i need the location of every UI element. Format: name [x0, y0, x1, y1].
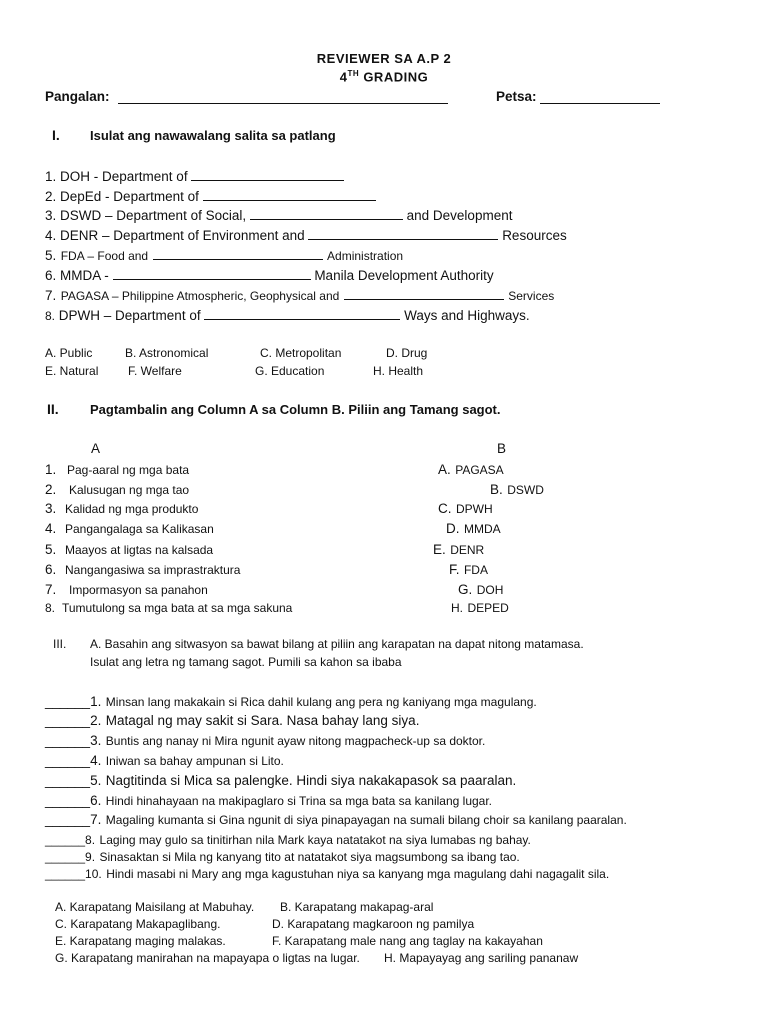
s1-choice-g: G. Education [255, 364, 325, 378]
s1-item-text: MMDA - [60, 268, 109, 283]
s1-blank[interactable] [308, 227, 498, 240]
right-choice-d: D. Karapatang magkaroon ng pamilya [272, 917, 475, 931]
col-a-text: Kalidad ng mga produkto [65, 502, 199, 516]
situation-num: 8. [85, 833, 96, 847]
col-b-letter: E. [433, 542, 446, 557]
col-b-item [451, 599, 509, 617]
col-a-text: Kalusugan ng mga tao [69, 483, 190, 497]
s1-item-after: Ways and Highways. [404, 308, 530, 323]
col-a-item [45, 581, 208, 599]
s1-item-num: 1. [45, 169, 57, 184]
col-a-text: Pag-aaral ng mga bata [67, 463, 190, 477]
s1-item-num: 3. [45, 208, 57, 223]
situation-num: 2. [90, 713, 102, 728]
s1-item-num: 7. [45, 288, 57, 303]
s1-item-num: 5. [45, 248, 57, 263]
s1-item-num: 6. [45, 268, 57, 283]
col-b-letter: H. [451, 601, 463, 615]
date-label: Petsa: [496, 89, 537, 104]
situation-text: Hindi hinahayaan na makipaglaro si Trina sa mga bata sa kanilang lugar. [105, 794, 493, 808]
right-choice-f: F. Karapatang male nang ang taglay na kakayahan [272, 934, 543, 948]
col-a-num: 1. [45, 462, 57, 477]
section-2-instruction: Pagtambalin ang Column A sa Column B. Piliin ang Tamang sagot. [90, 402, 501, 417]
grading-superscript: TH [347, 69, 360, 78]
col-b-letter: G. [458, 582, 473, 597]
s1-item-num: 2. [45, 189, 57, 204]
col-b-letter: C. [438, 501, 452, 516]
col-b-letter: A. [438, 462, 451, 477]
situation-item [45, 811, 627, 829]
s1-choice-d: D. Drug [386, 346, 428, 360]
grading-number: 4 [339, 69, 348, 85]
s1-blank[interactable] [153, 247, 323, 260]
section-1-numeral: I. [52, 127, 60, 143]
situation-num: 7. [90, 812, 102, 827]
col-a-item [45, 520, 214, 538]
col-a-text: Nangangasiwa sa imprastraktura [65, 563, 241, 577]
s1-item-text: PAGASA – Philippine Atmospheric, Geophysical and [60, 289, 340, 303]
s1-item-4 [45, 227, 567, 243]
situation-text: Matagal ng may sakit si Sara. Nasa bahay lang siya. [105, 713, 420, 728]
situation-text: Hindi masabi ni Mary ang mga kagustuhan niya sa kanyang mga magulang dahi nagagalit sila. [106, 867, 610, 881]
col-a-text: Maayos at ligtas na kalsada [65, 543, 214, 557]
right-choice-b: B. Karapatang makapag-aral [280, 900, 434, 914]
s1-item-after: Administration [327, 249, 404, 263]
answer-blank[interactable]: ______ [45, 773, 91, 788]
col-a-num: 2. [45, 482, 57, 497]
s1-choice-e: E. Natural [45, 364, 99, 378]
date-field[interactable] [540, 89, 660, 104]
s1-blank[interactable] [113, 267, 311, 280]
right-choice-e: E. Karapatang maging malakas. [55, 934, 226, 948]
col-b-text: DPWH [455, 502, 493, 516]
situation-item [45, 772, 516, 790]
col-b-text: DSWD [507, 483, 544, 497]
col-a-num: 7. [45, 582, 57, 597]
answer-blank[interactable]: ______ [45, 733, 91, 748]
s1-blank[interactable] [344, 287, 504, 300]
s1-choice-h: H. Health [373, 364, 424, 378]
situation-item [45, 732, 485, 750]
situation-item [45, 865, 609, 883]
col-a-item [45, 599, 292, 617]
s1-item-num: 8. [45, 309, 56, 323]
col-b-letter: B. [490, 482, 503, 497]
right-choice-a: A. Karapatang Maisilang at Mabuhay. [55, 900, 255, 914]
s1-item-8 [45, 307, 530, 323]
situation-text: Buntis ang nanay ni Mira ngunit ayaw nitong magpacheck-up sa doktor. [105, 734, 486, 748]
col-a-num: 6. [45, 562, 57, 577]
situation-num: 3. [90, 733, 102, 748]
column-a-header: A [91, 441, 101, 456]
situation-item [45, 693, 537, 711]
col-a-item [45, 461, 189, 479]
col-b-letter: D. [446, 521, 460, 536]
situation-text: Laging may gulo sa tinitirhan nila Mark kaya natatakot na siya lumabas ng bahay. [99, 833, 531, 847]
situation-text: Iniwan sa bahay ampunan si Lito. [105, 754, 284, 768]
col-b-text: DOH [476, 583, 504, 597]
col-a-num: 5. [45, 542, 57, 557]
col-b-letter: F. [449, 562, 460, 577]
s1-blank[interactable] [204, 307, 400, 320]
grading-word: GRADING [363, 69, 429, 85]
answer-blank[interactable]: ______ [45, 833, 86, 847]
s1-choice-f: F. Welfare [128, 364, 182, 378]
name-field[interactable] [118, 89, 448, 104]
s1-choice-c: C. Metropolitan [260, 346, 342, 360]
s1-item-5 [45, 247, 403, 265]
s1-choice-a: A. Public [45, 346, 93, 360]
situation-item [45, 712, 419, 730]
answer-blank[interactable]: ______ [45, 867, 86, 881]
situation-item [45, 792, 492, 810]
s1-item-text: FDA – Food and [60, 249, 149, 263]
situation-num: 4. [90, 753, 102, 768]
situation-num: 9. [85, 850, 96, 864]
s1-item-2 [45, 188, 376, 204]
page-title: REVIEWER SA A.P 2 [316, 51, 452, 66]
section-2-numeral: II. [47, 401, 59, 417]
col-b-item [433, 541, 484, 559]
s1-item-after: Resources [502, 228, 567, 243]
s1-item-after: and Development [406, 208, 513, 223]
col-a-num: 8. [45, 601, 56, 615]
col-b-item [458, 581, 503, 599]
section-3-instruction-2: Isulat ang letra ng tamang sagot. Pumili sa kahon sa ibaba [90, 655, 402, 669]
name-label: Pangalan: [45, 89, 110, 104]
situation-text: Sinasaktan si Mila ng kanyang tito at natatakot siya magsumbong sa ibang tao. [99, 850, 520, 864]
s1-blank[interactable] [203, 188, 376, 201]
situation-item [45, 831, 531, 849]
col-a-text: Impormasyon sa panahon [69, 583, 208, 597]
col-b-text: PAGASA [455, 463, 504, 477]
col-a-item [45, 481, 189, 499]
answer-blank[interactable]: ______ [45, 812, 91, 827]
s1-item-after: Manila Development Authority [314, 268, 494, 283]
s1-item-after: Services [508, 289, 555, 303]
s1-item-3 [45, 207, 512, 223]
answer-blank[interactable]: ______ [45, 753, 91, 768]
situation-num: 5. [90, 773, 102, 788]
grading-subtitle [0, 69, 768, 84]
situation-item [45, 752, 284, 770]
col-a-item [45, 541, 213, 559]
situation-text: Minsan lang makakain si Rica dahil kulang ang pera ng kaniyang mga magulang. [105, 695, 537, 709]
column-b-header: B [497, 441, 507, 456]
col-b-item [490, 481, 544, 499]
situation-num: 1. [90, 694, 102, 709]
col-a-item [45, 500, 198, 518]
right-choice-h: H. Mapayayag ang sariling pananaw [384, 951, 579, 965]
s1-choice-b: B. Astronomical [125, 346, 209, 360]
answer-blank[interactable]: ______ [45, 793, 91, 808]
section-3-numeral: III. [53, 637, 67, 651]
answer-blank[interactable]: ______ [45, 713, 91, 728]
s1-item-text: DSWD – Department of Social, [60, 208, 247, 223]
col-a-num: 3. [45, 501, 57, 516]
s1-item-6 [45, 267, 494, 283]
right-choice-c: C. Karapatang Makapaglibang. [55, 917, 221, 931]
answer-blank[interactable]: ______ [45, 694, 91, 709]
situation-text: Magaling kumanta si Gina ngunit di siya pinapayagan na sumali bilang choir sa kanilang paaralan. [105, 813, 627, 827]
col-a-num: 4. [45, 521, 57, 536]
situation-num: 10. [85, 867, 102, 881]
col-b-item [438, 461, 504, 479]
s1-blank[interactable] [250, 207, 403, 220]
right-choice-g: G. Karapatang manirahan na mapayapa o ligtas na lugar. [55, 951, 360, 965]
answer-blank[interactable]: ______ [45, 850, 86, 864]
col-b-text: FDA [463, 563, 488, 577]
col-a-item [45, 561, 240, 579]
col-b-item [438, 500, 493, 518]
s1-item-text: DENR – Department of Environment and [60, 228, 305, 243]
situation-text: Nagtitinda si Mica sa palengke. Hindi siya nakakapasok sa paaralan. [105, 773, 517, 788]
s1-item-text: DepEd - Department of [60, 189, 199, 204]
col-b-text: MMDA [463, 522, 501, 536]
situation-item [45, 848, 520, 866]
col-a-text: Pangangalaga sa Kalikasan [65, 522, 214, 536]
col-b-text: DENR [450, 543, 485, 557]
s1-item-num: 4. [45, 228, 57, 243]
s1-blank[interactable] [191, 168, 344, 181]
situation-num: 6. [90, 793, 102, 808]
col-b-item [446, 520, 501, 538]
s1-item-text: DOH - Department of [60, 169, 188, 184]
s1-item-text: DPWH – Department of [58, 308, 201, 323]
s1-item-7 [45, 287, 554, 305]
section-3-instruction-1: A. Basahin ang sitwasyon sa bawat bilang at piliin ang karapatan na dapat nitong matamasa. [90, 637, 584, 651]
s1-item-1 [45, 168, 344, 184]
col-b-text: DEPED [467, 601, 509, 615]
col-a-text: Tumutulong sa mga bata at sa mga sakuna [62, 601, 293, 615]
col-b-item [449, 561, 488, 579]
section-1-instruction: Isulat ang nawawalang salita sa patlang [90, 128, 336, 143]
